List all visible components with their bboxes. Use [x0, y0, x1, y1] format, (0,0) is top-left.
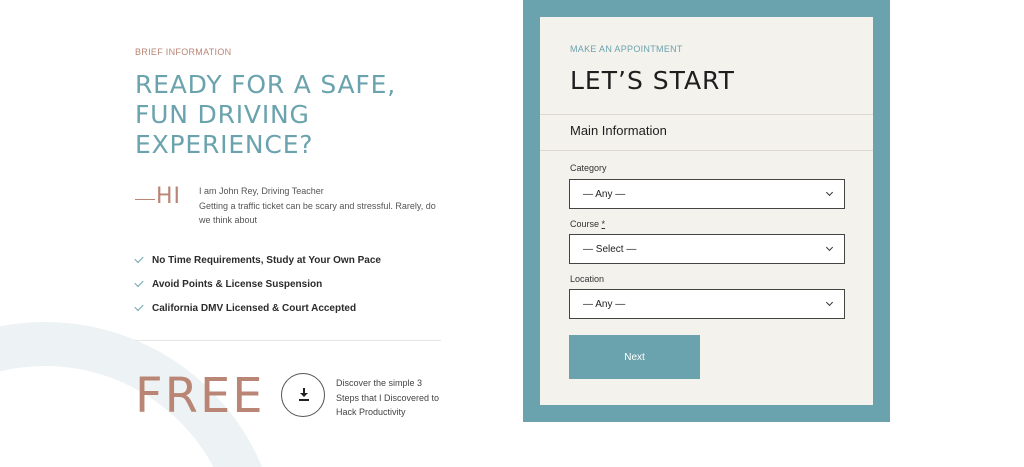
category-select-value: — Any — — [583, 189, 626, 200]
location-select-value: — Any — — [583, 299, 626, 310]
download-description: Discover the simple 3 Steps that I Discovered to Hack Productivity — [336, 378, 440, 417]
feature-item — [135, 254, 445, 278]
download-icon — [298, 388, 310, 402]
course-select[interactable] — [569, 234, 845, 264]
course-select-value: — Select — — [583, 244, 637, 255]
free-promo-text: FREE — [135, 368, 265, 424]
required-mark: * — [601, 219, 606, 229]
appointment-panel — [523, 0, 890, 422]
teacher-bio — [199, 184, 449, 228]
course-label — [570, 219, 605, 229]
check-icon — [134, 302, 143, 311]
appointment-form — [540, 17, 873, 405]
chevron-down-icon — [826, 299, 833, 306]
course-label-text: Course — [570, 219, 600, 229]
intro-section — [135, 0, 445, 467]
feature-item — [135, 278, 445, 302]
form-divider — [540, 114, 873, 115]
teacher-intro — [135, 184, 445, 232]
form-divider — [540, 150, 873, 151]
form-section-title: Main Information — [570, 123, 667, 138]
feature-list — [135, 254, 445, 326]
form-eyebrow: MAKE AN APPOINTMENT — [570, 44, 683, 54]
teacher-bio-line2: Getting a traffic ticket can be scary and stressful. Rarely, do we think about — [199, 200, 436, 225]
next-button[interactable]: Next — [569, 335, 700, 379]
hi-dash-decoration — [135, 199, 155, 200]
download-button[interactable] — [281, 373, 325, 417]
check-icon — [134, 254, 143, 263]
feature-text: California DMV Licensed & Court Accepted — [152, 303, 357, 314]
intro-eyebrow: BRIEF INFORMATION — [135, 47, 232, 57]
hi-greeting: HI — [156, 184, 182, 209]
check-icon — [134, 278, 143, 287]
feature-text: No Time Requirements, Study at Your Own Pace — [152, 255, 381, 266]
feature-item — [135, 302, 445, 326]
form-title: LET’S START — [570, 66, 735, 95]
section-divider — [135, 340, 441, 341]
location-select[interactable] — [569, 289, 845, 319]
intro-headline: READY FOR A SAFE, FUN DRIVING EXPERIENCE? — [135, 70, 396, 159]
chevron-down-icon — [826, 189, 833, 196]
location-label: Location — [570, 274, 605, 284]
chevron-down-icon — [826, 244, 833, 251]
teacher-bio-line1: I am John Rey, Driving Teacher — [199, 186, 324, 196]
category-label: Category — [570, 163, 607, 173]
category-select[interactable] — [569, 179, 845, 209]
feature-text: Avoid Points & License Suspension — [152, 279, 323, 290]
